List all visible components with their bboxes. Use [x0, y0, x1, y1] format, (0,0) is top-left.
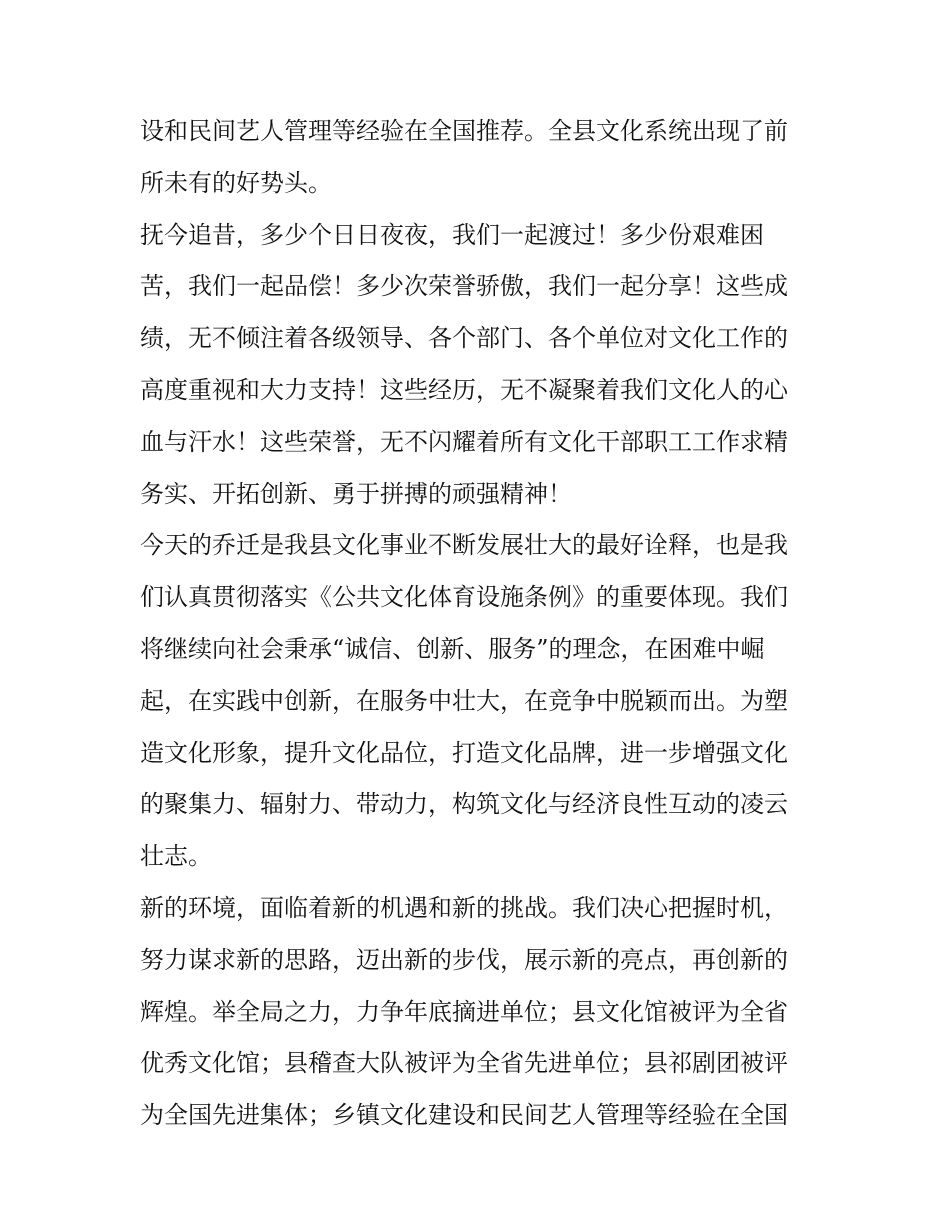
text-line: 将继续向社会秉承“诚信、创新、服务”的理念，在困难中崛 — [140, 634, 765, 663]
body-text — [140, 106, 820, 1142]
text-line: 今天的乔迁是我县文化事业不断发展壮大的最好诠释，也是我 — [140, 531, 788, 560]
text-line: 新的环境，面临着新的机遇和新的挑战。我们决心把握时机， — [140, 893, 788, 922]
text-line: 务实、开拓创新、勇于拼搏的顽强精神！ — [140, 479, 572, 508]
text-line: 抚今追昔，多少个日日夜夜，我们一起渡过！多少份艰难困 — [140, 220, 764, 249]
text-line: 高度重视和大力支持！这些经历，无不凝聚着我们文化人的心 — [140, 375, 788, 404]
text-line: 绩，无不倾注着各级领导、各个部门、各个单位对文化工作的 — [140, 324, 788, 353]
text-line: 造文化形象，提升文化品位，打造文化品牌，进一步增强文化 — [140, 738, 788, 767]
text-line: 壮志。 — [140, 842, 212, 871]
text-line: 血与汗水！这些荣誉，无不闪耀着所有文化干部职工工作求精 — [140, 427, 788, 456]
text-line: 们认真贯彻落实《公共文化体育设施条例》的重要体现。我们 — [140, 583, 788, 612]
text-line: 设和民间艺人管理等经验在全国推荐。全县文化系统出现了前 — [140, 117, 788, 145]
text-line: 优秀文化馆；县稽查大队被评为全省先进单位；县祁剧团被评 — [140, 1049, 788, 1078]
text-line: 为全国先进集体；乡镇文化建设和民间艺人管理等经验在全国 — [140, 1101, 788, 1130]
text-line: 的聚集力、辐射力、带动力，构筑文化与经济良性互动的凌云 — [140, 790, 788, 819]
text-line: 起，在实践中创新，在服务中壮大，在竞争中脱颖而出。为塑 — [140, 686, 788, 715]
text-line: 所未有的好势头。 — [140, 168, 332, 197]
text-line: 努力谋求新的思路，迈出新的步伐，展示新的亮点，再创新的 — [140, 945, 788, 974]
text-line: 苦，我们一起品偿！多少次荣誉骄傲，我们一起分享！这些成 — [140, 272, 788, 301]
text-line: 辉煌。举全局之力，力争年底摘进单位；县文化馆被评为全省 — [140, 997, 788, 1026]
